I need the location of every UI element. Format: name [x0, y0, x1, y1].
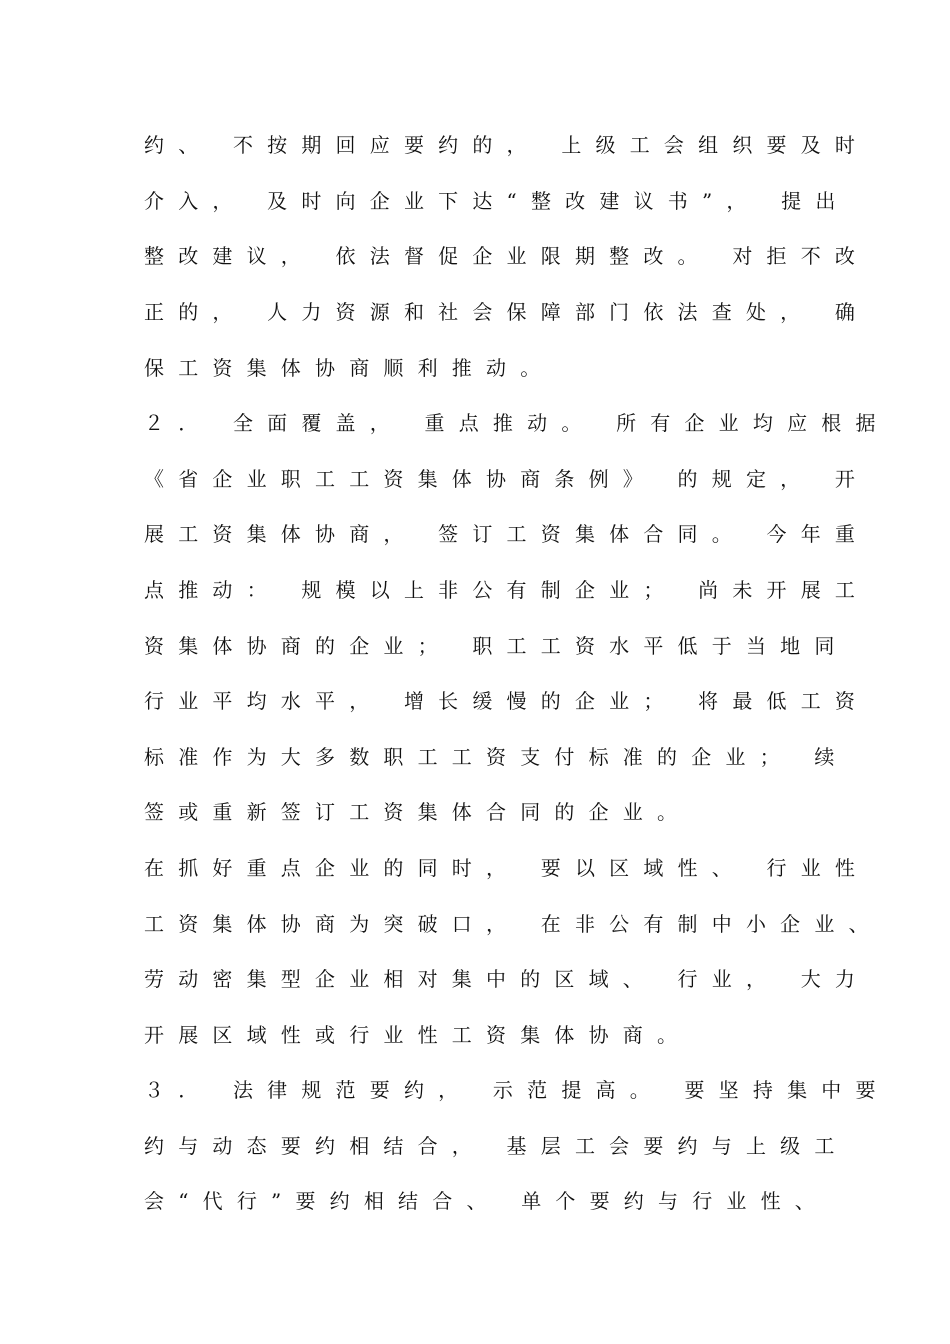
text-line: 保工资集体协商顺利推动。: [144, 356, 555, 380]
text-line: 劳动密集型企业相对集中的区域、 行业， 大力: [144, 967, 870, 991]
text-line: 在抓好重点企业的同时， 要以区域性、 行业性: [144, 856, 870, 880]
text-line: 开展区域性或行业性工资集体协商。: [144, 1023, 692, 1047]
text-line: ２． 全面覆盖， 重点推动。 所有企业均应根据: [144, 411, 890, 435]
text-line: 标准作为大多数职工工资支付标准的企业； 续: [144, 745, 849, 769]
text-line: 约与动态要约相结合， 基层工会要约与上级工: [144, 1134, 849, 1158]
text-line: 约、 不按期回应要约的， 上级工会组织要及时: [144, 133, 870, 157]
text-line: 整改建议， 依法督促企业限期整改。 对拒不改: [144, 244, 870, 268]
text-line: 工资集体协商为突破口， 在非公有制中小企业、: [144, 912, 883, 936]
text-line: 行业平均水平， 增长缓慢的企业； 将最低工资: [144, 689, 870, 713]
text-line: 签或重新签订工资集体合同的企业。: [144, 800, 692, 824]
text-line: ３． 法律规范要约， 示范提高。 要坚持集中要: [144, 1078, 890, 1102]
text-line: 会“代行”要约相结合、 单个要约与行业性、: [144, 1189, 830, 1213]
text-line: 《省企业职工工资集体协商条例》 的规定， 开: [144, 467, 870, 491]
text-line: 正的， 人力资源和社会保障部门依法查处， 确: [144, 300, 870, 324]
text-line: 展工资集体协商， 签订工资集体合同。 今年重: [144, 522, 870, 546]
text-line: 资集体协商的企业； 职工工资水平低于当地同: [144, 634, 849, 658]
text-line: 点推动： 规模以上非公有制企业； 尚未开展工: [144, 578, 870, 602]
text-line: 介入， 及时向企业下达“整改建议书”， 提出: [144, 189, 850, 213]
